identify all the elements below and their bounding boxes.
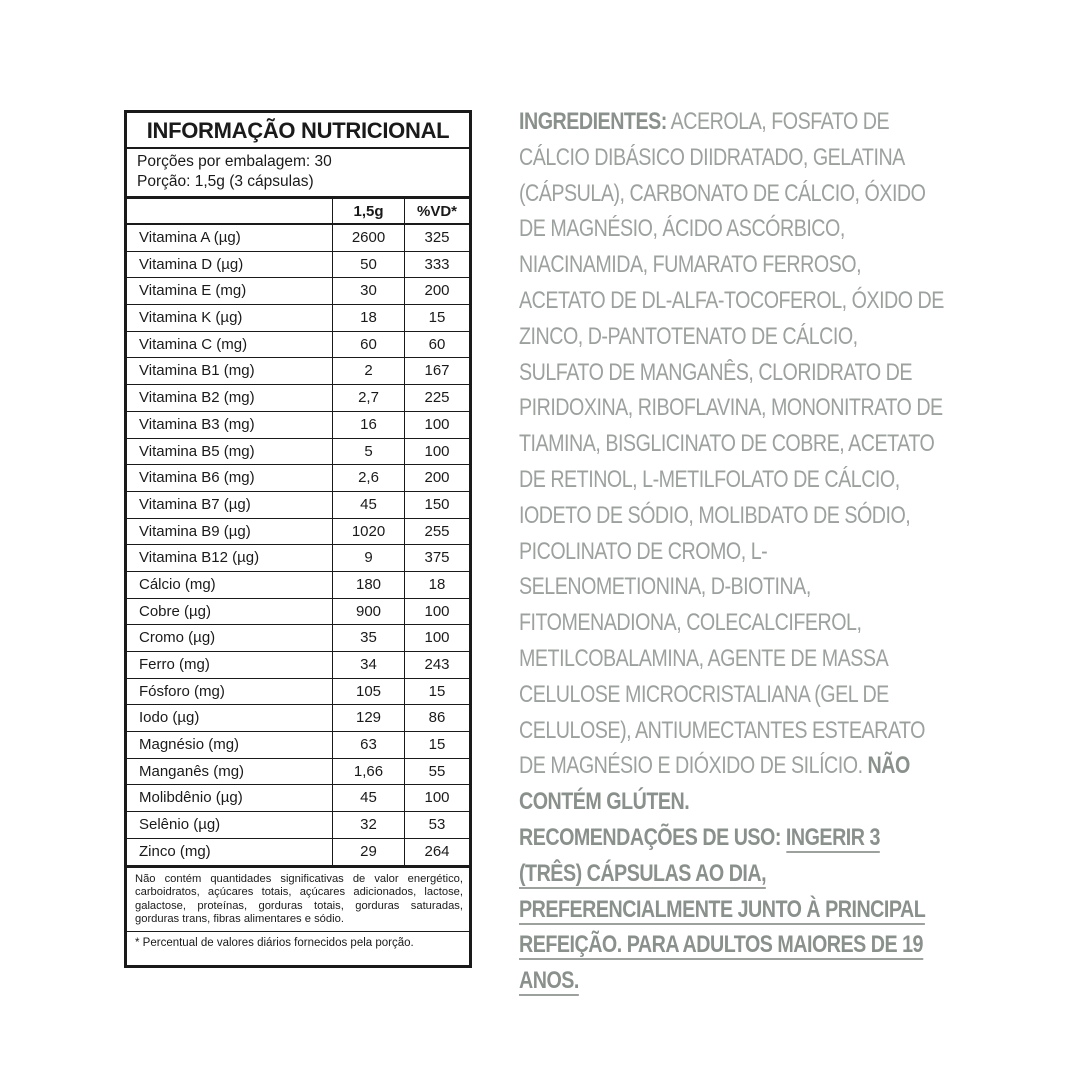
- ingredients-label: INGREDIENTES:: [519, 108, 667, 135]
- table-row: [127, 679, 469, 706]
- nutrient-name: Cromo (µg): [139, 629, 216, 647]
- table-row: [127, 599, 469, 626]
- nutrient-vd: 100: [424, 415, 450, 433]
- nutrient-name: Vitamina B7 (µg): [139, 495, 251, 513]
- nutrient-vd: 55: [428, 762, 446, 780]
- table-row: [127, 732, 469, 759]
- nutrient-quantity: 2,7: [332, 385, 405, 411]
- nutrient-name: Fósforo (mg): [139, 682, 225, 700]
- nutrient-vd: 60: [428, 335, 446, 353]
- nutrient-name: Vitamina B6 (mg): [139, 469, 255, 487]
- nutrient-name: Vitamina B5 (mg): [139, 442, 255, 460]
- nutrient-quantity: 2,6: [332, 465, 405, 491]
- nutrient-name: Manganês (mg): [139, 762, 245, 780]
- table-row: [127, 412, 469, 439]
- table-row: [127, 305, 469, 332]
- serving-size: Porção: 1,5g (3 cápsulas): [137, 173, 314, 190]
- table-row: [127, 465, 469, 492]
- table-row: [127, 385, 469, 412]
- nutrient-name: Vitamina D (µg): [139, 255, 244, 273]
- nutrition-title: INFORMAÇÃO NUTRICIONAL: [127, 113, 469, 149]
- nutrient-quantity: 34: [332, 652, 405, 678]
- table-row: [127, 545, 469, 572]
- nutrient-quantity: 50: [332, 252, 405, 278]
- nutrient-quantity: 29: [332, 839, 405, 865]
- nutrient-name: Vitamina K (µg): [139, 309, 243, 327]
- serving-info: [127, 149, 469, 199]
- nutrient-vd: 150: [424, 495, 450, 513]
- nutrient-quantity: 18: [332, 305, 405, 331]
- nutrition-footnote: * Percentual de valores diários fornecidos pela porção.: [127, 931, 469, 954]
- nutrient-vd: 18: [428, 575, 446, 593]
- nutrient-quantity: 30: [332, 278, 405, 304]
- nutrient-vd: 100: [424, 442, 450, 460]
- nutrient-vd: 15: [428, 736, 446, 754]
- nutrient-name: Zinco (mg): [139, 842, 211, 860]
- table-row: [127, 358, 469, 385]
- nutrient-name: Magnésio (mg): [139, 736, 240, 754]
- table-row: [127, 705, 469, 732]
- header-blank: [127, 199, 332, 223]
- nutrient-name: Vitamina E (mg): [139, 282, 247, 300]
- nutrient-name: Selênio (µg): [139, 816, 221, 834]
- nutrient-vd: 100: [424, 629, 450, 647]
- nutrient-quantity: 900: [332, 599, 405, 625]
- nutrient-vd: 255: [424, 522, 450, 540]
- column-header-quantity: 1,5g: [332, 199, 405, 223]
- nutrient-vd: 264: [424, 842, 450, 860]
- nutrient-name: Iodo (µg): [139, 709, 200, 727]
- table-header-row: [127, 199, 469, 225]
- nutrient-quantity: 16: [332, 412, 405, 438]
- nutrient-quantity: 1,66: [332, 759, 405, 785]
- nutrition-note: Não contém quantidades significativas de valor energético, carboidratos, açúcares totais, açúcares adicionados, lactose, galactose, proteínas, gorduras totais, gorduras saturadas, gorduras trans, fibras alimentares e sódio.: [127, 866, 469, 931]
- nutrient-name: Vitamina B1 (mg): [139, 362, 255, 380]
- nutrient-quantity: 60: [332, 332, 405, 358]
- table-row: [127, 278, 469, 305]
- nutrient-name: Vitamina B2 (mg): [139, 389, 255, 407]
- nutrient-quantity: 2: [332, 358, 405, 384]
- nutrient-name: Cálcio (mg): [139, 575, 216, 593]
- table-row: [127, 812, 469, 839]
- table-row: [127, 625, 469, 652]
- nutrient-vd: 333: [424, 255, 450, 273]
- table-row: [127, 785, 469, 812]
- nutrient-quantity: 129: [332, 705, 405, 731]
- nutrient-name: Cobre (µg): [139, 602, 211, 620]
- nutrient-quantity: 105: [332, 679, 405, 705]
- table-row: [127, 252, 469, 279]
- table-row: [127, 519, 469, 546]
- nutrient-vd: 200: [424, 282, 450, 300]
- table-row: [127, 652, 469, 679]
- nutrient-quantity: 45: [332, 785, 405, 811]
- nutrient-quantity: 35: [332, 625, 405, 651]
- nutrient-quantity: 5: [332, 439, 405, 465]
- ingredients-block: [519, 104, 945, 999]
- table-row: [127, 839, 469, 866]
- nutrient-quantity: 45: [332, 492, 405, 518]
- nutrient-quantity: 32: [332, 812, 405, 838]
- servings-per-package: Porções por embalagem: 30: [137, 153, 332, 170]
- usage-label: RECOMENDAÇÕES DE USO:: [519, 823, 781, 851]
- table-row: [127, 759, 469, 786]
- nutrient-vd: 243: [424, 656, 450, 673]
- nutrient-name: Vitamina B12 (µg): [139, 549, 260, 567]
- nutrient-vd: 15: [428, 682, 446, 700]
- nutrient-vd: 100: [424, 789, 450, 807]
- nutrient-name: Vitamina B9 (µg): [139, 522, 251, 540]
- nutrient-vd: 15: [428, 309, 446, 327]
- nutrient-quantity: 9: [332, 545, 405, 571]
- nutrient-vd: 325: [424, 229, 450, 246]
- nutrient-name: Vitamina A (µg): [139, 229, 241, 246]
- table-row: [127, 332, 469, 359]
- gluten-statement: NÃO CONTÉM GLÚTEN.: [519, 752, 910, 816]
- nutrient-vd: 100: [424, 602, 450, 620]
- nutrient-name: Ferro (mg): [139, 656, 210, 673]
- nutrient-vd: 167: [424, 362, 450, 380]
- nutrient-vd: 225: [424, 389, 450, 407]
- nutrient-vd: 53: [428, 816, 446, 834]
- table-row: [127, 492, 469, 519]
- nutrient-name: Molibdênio (µg): [139, 789, 243, 807]
- nutrient-quantity: 1020: [332, 519, 405, 545]
- nutrient-quantity: 180: [332, 572, 405, 598]
- nutrient-grid: [127, 199, 469, 866]
- table-row: [127, 439, 469, 466]
- nutrient-vd: 375: [424, 549, 450, 567]
- nutrient-vd: 200: [424, 469, 450, 487]
- ingredients-text: ACEROLA, FOSFATO DE CÁLCIO DIBÁSICO DIIDRATADO, GELATINA (CÁPSULA), CARBONATO DE CÁLCIO, ÓXIDO DE MAGNÉSIO, ÁCIDO ASCÓRBICO, NIACINAMIDA, FUMARATO FERROSO, ACETATO DE DL-ALFA-TOCOFEROL, ÓXIDO DE ZINCO, D-PANTOTENATO DE CÁLCIO, SULFATO DE MANGANÊS, CLORIDRATO DE PIRIDOXINA, RIBOFLAVINA, MONONITRATO DE TIAMINA, BISGLICINATO DE COBRE, ACETATO DE RETINOL, L-METILFOLATO DE CÁLCIO, IODETO DE SÓDIO, MOLIBDATO DE SÓDIO, PICOLINATO DE CROMO, L-SELENOMETIONINA, D-BIOTINA, FITOMENADIONA, COLECALCIFEROL, METILCOBALAMINA, AGENTE DE MASSA CELULOSE MICROCRISTALIANA (GEL DE CELULOSE), ANTIUMECTANTES ESTEARATO DE MAGNÉSIO E DIÓXIDO DE SILÍCIO.: [519, 108, 944, 780]
- usage-text: INGERIR 3 (TRÊS) CÁPSULAS AO DIA, PREFERENCIALMENTE JUNTO À PRINCIPAL REFEIÇÃO. PARA ADULTOS MAIORES DE 19 ANOS.: [519, 823, 926, 995]
- nutrient-name: Vitamina B3 (mg): [139, 415, 255, 433]
- nutrient-quantity: 63: [332, 732, 405, 758]
- nutrient-quantity: 2600: [332, 225, 405, 251]
- table-row: [127, 572, 469, 599]
- table-row: [127, 225, 469, 252]
- nutrition-facts-table: [124, 110, 472, 968]
- nutrient-vd: 86: [428, 709, 446, 727]
- nutrient-name: Vitamina C (mg): [139, 335, 248, 353]
- column-header-vd: %VD*: [416, 203, 457, 220]
